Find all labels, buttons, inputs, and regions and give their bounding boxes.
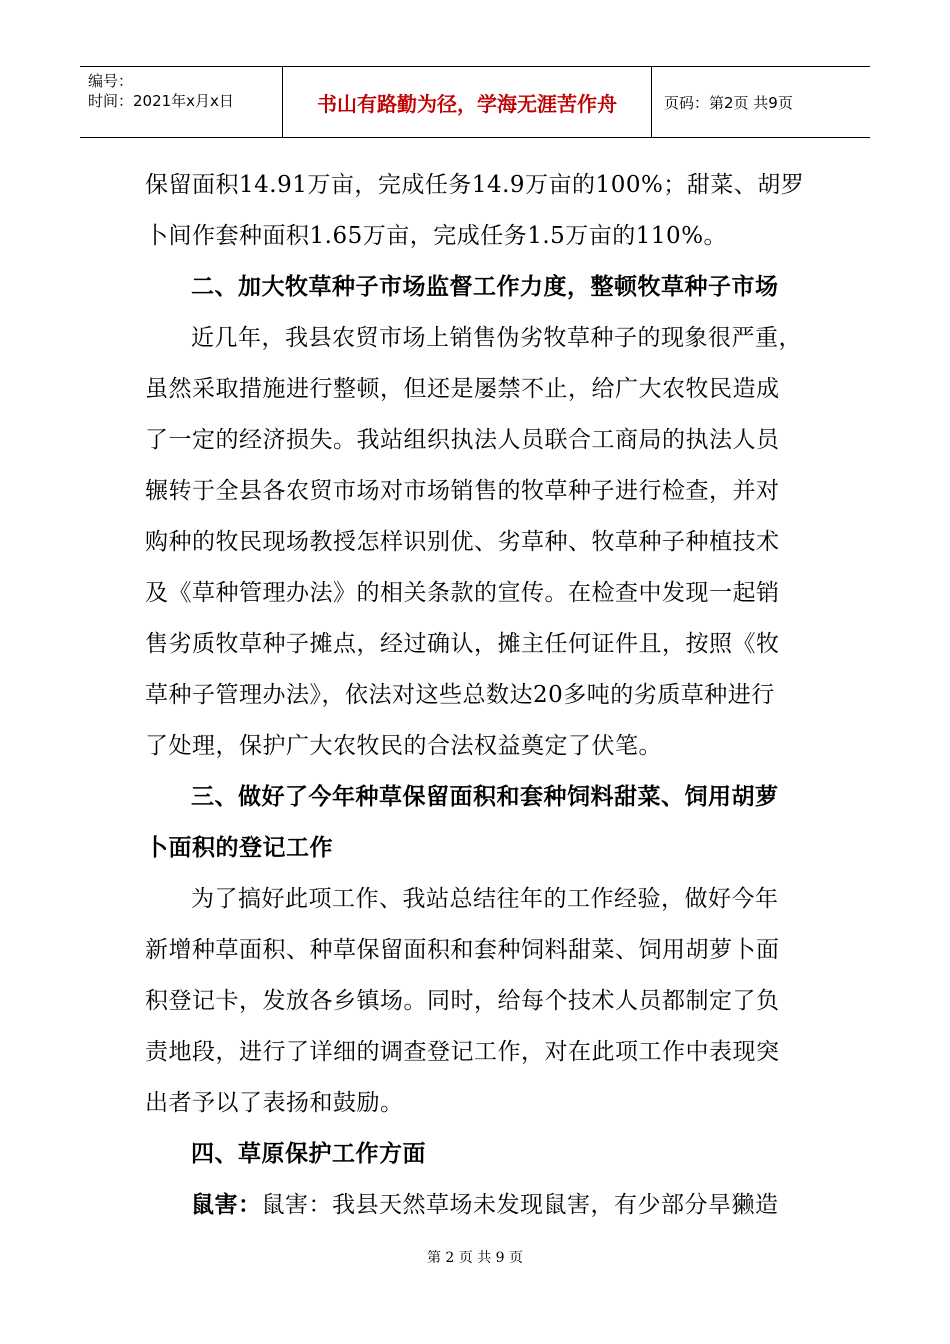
page-footer: 第 2 页 共 9 页 xyxy=(426,1250,524,1266)
paragraph-line: 卜间作套种面积1.65万亩，完成任务1.5万亩的110%。 xyxy=(145,223,728,249)
rodent-damage-label: 鼠害： xyxy=(191,1192,262,1218)
header-page-info: 页码：第2页 共9页 xyxy=(664,93,793,112)
section-heading-2: 二、加大牧草种子市场监督工作力度，整顿牧草种子市场 xyxy=(191,274,779,300)
document-body xyxy=(145,160,810,1231)
paragraph-line: 新增种草面积、种草保留面积和套种饲料甜菜、饲用胡萝卜面 xyxy=(145,937,780,963)
paragraph-line: 了一定的经济损失。我站组织执法人员联合工商局的执法人员 xyxy=(145,427,780,453)
section-heading-3: 三、做好了今年种草保留面积和套种饲料甜菜、饲用胡萝 xyxy=(191,784,779,810)
rodent-damage-text: 鼠害：我县天然草场未发现鼠害，有少部分旱獭造 xyxy=(261,1192,779,1218)
paragraph-line: 积登记卡，发放各乡镇场。同时，给每个技术人员都制定了负 xyxy=(145,988,780,1014)
paragraph-line: 售劣质牧草种子摊点，经过确认，摊主任何证件且，按照《牧 xyxy=(145,631,780,657)
paragraph-line: 了处理，保护广大农牧民的合法权益奠定了伏笔。 xyxy=(145,733,662,759)
paragraph-line: 草种子管理办法》，依法对这些总数达20多吨的劣质草种进行 xyxy=(145,682,775,708)
paragraph-line: 购种的牧民现场教授怎样识别优、劣草种、牧草种子种植技术 xyxy=(145,529,780,555)
page-header xyxy=(80,66,870,138)
header-motto: 书山有路勤为径，学海无涯苦作舟 xyxy=(283,67,652,137)
paragraph-line: 责地段，进行了详细的调查登记工作，对在此项工作中表现突 xyxy=(145,1039,780,1065)
section-heading-3-continued: 卜面积的登记工作 xyxy=(145,835,333,861)
paragraph-line xyxy=(145,1180,810,1231)
paragraph-line: 虽然采取措施进行整顿，但还是屡禁不止，给广大农牧民造成 xyxy=(145,376,780,402)
document-number-label: 编号： xyxy=(88,72,134,90)
paragraph-line: 保留面积14.91万亩，完成任务14.9万亩的100%；甜菜、胡罗 xyxy=(145,172,805,198)
paragraph-line: 及《草种管理办法》的相关条款的宣传。在检查中发现一起销 xyxy=(145,580,780,606)
paragraph-line: 辗转于全县各农贸市场对市场销售的牧草种子进行检查，并对 xyxy=(145,478,780,504)
document-date-label: 时间：2021年x月x日 xyxy=(88,92,234,110)
paragraph-line: 为了搞好此项工作、我站总结往年的工作经验，做好今年 xyxy=(191,886,779,912)
header-info-cell xyxy=(80,67,283,137)
paragraph-line: 近几年，我县农贸市场上销售伪劣牧草种子的现象很严重， xyxy=(191,325,802,351)
section-heading-4: 四、草原保护工作方面 xyxy=(191,1141,426,1167)
paragraph-line: 出者予以了表扬和鼓励。 xyxy=(145,1090,404,1116)
